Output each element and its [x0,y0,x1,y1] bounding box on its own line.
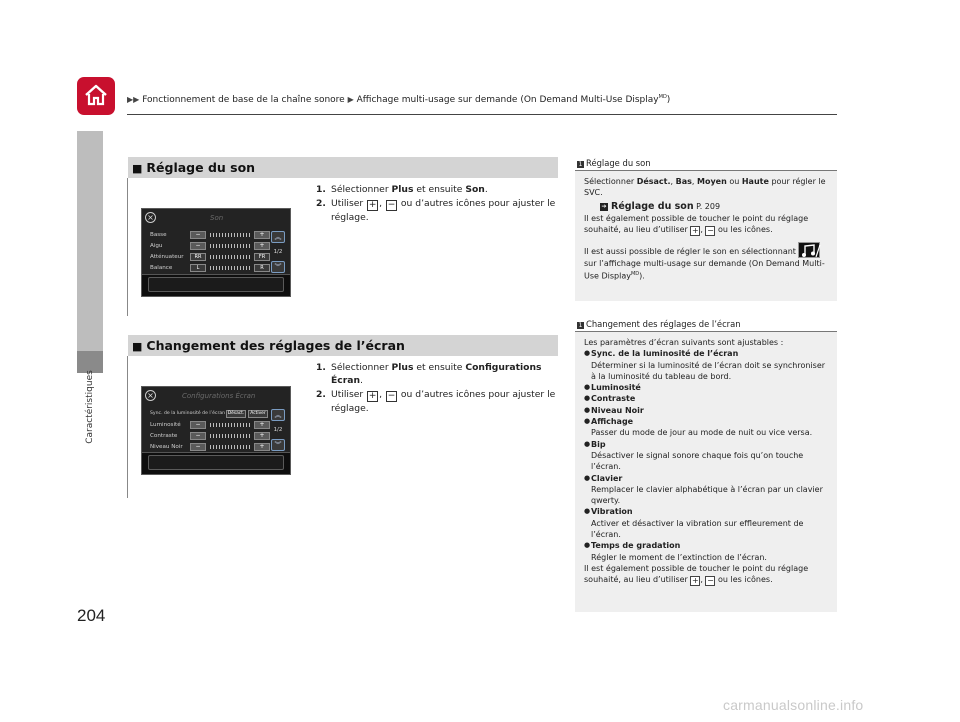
step-1: 1. Sélectionner Plus et ensuite Son. [316,184,488,195]
scroll-up-icon[interactable]: ︽ [271,231,285,243]
screen-bottom-bar [148,277,284,292]
level-bar[interactable] [210,445,250,449]
list-item: ● Affichage [584,416,829,427]
fader-front-button[interactable]: FR [254,253,270,261]
note-title: 1 Changement des réglages de l’écran [575,318,837,332]
header-divider [127,114,837,115]
screen-page-indicator: 1/2 [273,427,283,433]
plus-button[interactable]: + [254,242,270,250]
breadcrumb-arrow-icon: ▶ [347,95,354,104]
side-tab-label[interactable]: Caractéristiques [85,370,95,444]
level-bar[interactable] [210,434,250,438]
section-left-rule [127,356,128,498]
list-item: ● Clavier [584,473,829,484]
fader-rear-button[interactable]: RR [190,253,206,261]
plus-button[interactable]: + [254,443,270,451]
minus-key-icon: − [387,391,396,401]
section-header-reglage-son: ■ Réglage du son [128,157,558,178]
balance-left-button[interactable]: L [190,264,206,272]
note-marker-icon: 1 [578,161,583,168]
screen-page-indicator: 1/2 [273,249,283,255]
level-bar[interactable] [210,423,250,427]
minus-key-icon: − [387,200,396,210]
step-1: 1. Sélectionner Plus et ensuite Configurations Écran. [316,362,542,386]
section-square-icon: ■ [132,340,143,353]
plus-key-icon: + [368,200,377,210]
screen-settings-screen [141,386,291,475]
note-title: 1 Réglage du son [575,157,837,171]
note-marker-icon: 1 [578,322,583,329]
minus-button[interactable]: − [190,242,206,250]
note-reglage-son: 1 Réglage du son Sélectionner Désact., Bas, Moyen ou Haute pour régler le SVC. ➔ Réglage du son P. 209 Il est également possible de toucher le point du réglage souhaité, au lieu d’utiliser + , − ou les icônes. Il est aussi possible de régler le son en sélectionnant sur l’affichage multi-usage sur demande (On Demand Multi- Use Display$^{MD}$). [575,157,837,301]
sync-on-button[interactable]: Activer [248,410,268,418]
level-bar[interactable] [210,255,250,259]
page-reference-link[interactable]: ➔ Réglage du son P. 209 [601,200,721,212]
sound-row-balance[interactable]: Balance L R [150,263,264,273]
watermark: carmanualsonline.info [723,697,864,713]
screen-row-niveau-noir[interactable]: Niveau Noir − + [150,442,264,452]
page-number: 204 [77,606,106,625]
step-2: 2. Utiliser + , − ou d’autres icônes pour ajuster le réglage. [316,198,556,223]
level-bar[interactable] [210,244,250,248]
screen-row-contraste[interactable]: Contraste − + [150,431,264,441]
screen-title: Configurations Écran [182,392,256,400]
close-icon[interactable]: × [145,212,156,223]
minus-button[interactable]: − [190,231,206,239]
screen-row-luminosite[interactable]: Luminosité − + [150,420,264,430]
scroll-down-icon[interactable]: ︾ [271,439,285,451]
close-icon[interactable]: × [145,390,156,401]
section-header-reglages-ecran: ■ Changement des réglages de l’écran [128,335,558,356]
steps-reglages-ecran [316,361,560,416]
breadcrumb-item-1[interactable]: Fonctionnement de base de la chaîne sonore [142,95,345,105]
scroll-up-icon[interactable]: ︽ [271,409,285,421]
sound-row-attenuateur[interactable]: Atténuateur RR FR [150,252,264,262]
sync-off-button[interactable]: Désact. [227,411,245,416]
reference-arrow-icon: ➔ [601,202,607,210]
sound-settings-screen [141,208,291,297]
list-item: ● Sync. de la luminosité de l’écran [584,348,829,359]
plus-button[interactable]: + [254,231,270,239]
music-note-icon [798,242,820,258]
home-icon[interactable] [77,77,115,115]
section-left-rule [127,178,128,316]
minus-key-icon: − [707,576,714,586]
breadcrumb-arrow-icon: ▶▶ [127,95,140,104]
list-item: ● Luminosité [584,382,829,393]
plus-key-icon: + [692,576,699,586]
screen-scroll [271,231,285,273]
minus-button[interactable]: − [190,432,206,440]
list-item: ● Niveau Noir [584,405,829,416]
list-item: ● Contraste [584,393,829,404]
plus-button[interactable]: + [254,421,270,429]
steps-reglage-son [316,183,560,225]
screen-title: Son [210,214,224,222]
screen-scroll [271,409,285,451]
breadcrumb-item-2[interactable]: Affichage multi-usage sur demande (On Demand Multi-Use Display$^{MD}$) [356,94,671,105]
plus-button[interactable]: + [254,432,270,440]
list-item: ● Bip [584,439,829,450]
side-tab-band [77,131,103,351]
list-item: ● Vibration [584,506,829,517]
sound-row-aigu[interactable]: Aigu − + [150,241,264,251]
list-item: ● Temps de gradation [584,540,829,551]
level-bar[interactable] [210,266,250,270]
minus-button[interactable]: − [190,443,206,451]
scroll-down-icon[interactable]: ︾ [271,261,285,273]
minus-button[interactable]: − [190,421,206,429]
level-bar[interactable] [210,233,250,237]
plus-key-icon: + [368,391,377,401]
plus-key-icon: + [692,226,699,236]
breadcrumb [127,94,670,105]
screen-bottom-bar [148,455,284,470]
balance-right-button[interactable]: R [254,264,270,272]
sync-brightness-row[interactable]: Sync. de la luminosité de l’écran Désact. Activer [150,409,264,419]
note-reglages-ecran: 1 Changement des réglages de l’écran Les paramètres d’écran suivants sont ajustables : ● Sync. de la luminosité de l’écran Déterminer si la luminosité de l’écran doit se synchroniser à la luminosité du tableau de bord. ● Luminosité ● Contraste ● Niveau Noir ● Affichage Passer du mode de jour au mode de nuit ou vice versa. ● Bip Désactiver le signal sonore chaque fois qu’on touche l’écran. ● Clavier Remplacer le clavier alphabétique à l’écran par un clavier qwerty. ● Vibration Activer et désactiver la vibration sur effleurement de l’écran. ● Temps de gradation Régler le moment de l’extinction de l’écran. Il est également possible de toucher le point du réglage souhaité, au lieu d’utiliser + , − ou les icônes. [575,318,837,612]
section-square-icon: ■ [132,162,143,175]
step-2: 2. Utiliser + , − ou d’autres icônes pour ajuster le réglage. [316,389,556,414]
sound-row-basse[interactable]: Basse − + [150,230,264,240]
minus-key-icon: − [707,226,714,236]
